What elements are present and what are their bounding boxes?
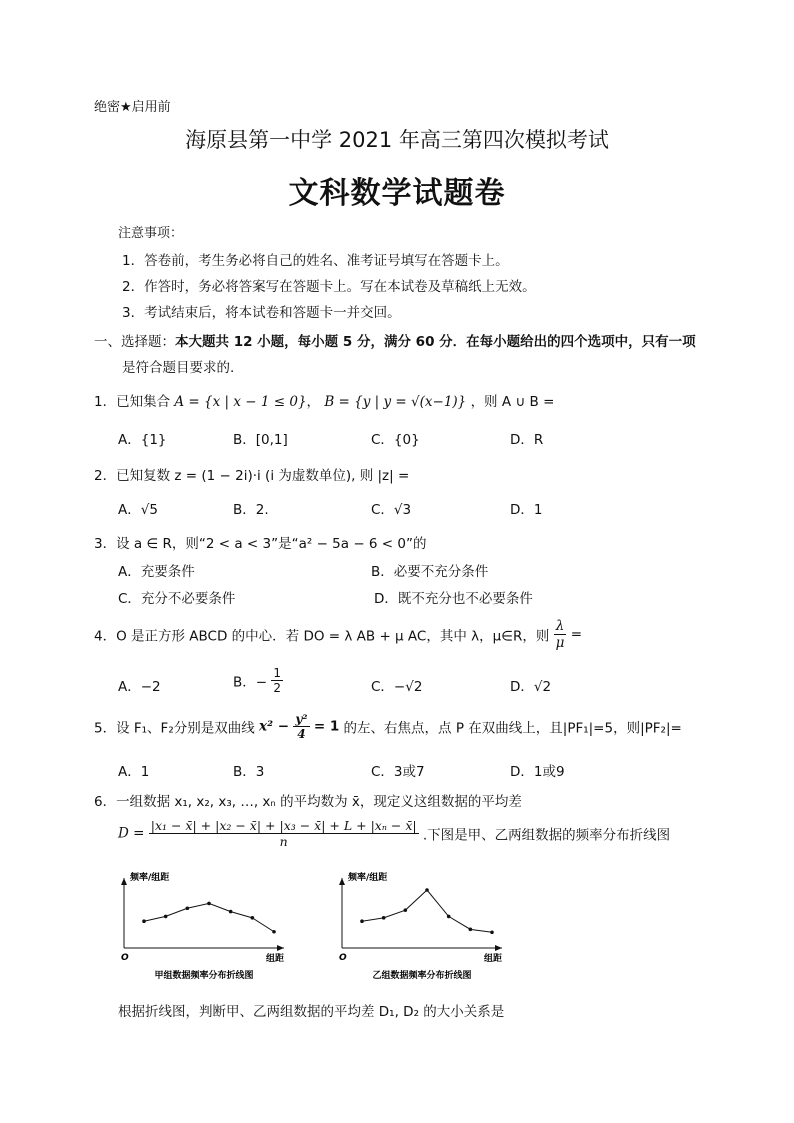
school-title: 海原县第一中学 2021 年高三第四次模拟考试 [185, 128, 609, 152]
q6-line2-tail: .下图是甲、乙两组数据的频率分布折线图 [422, 827, 671, 844]
series-line [362, 890, 492, 932]
data-point [404, 908, 408, 912]
notes-heading: 注意事项： [118, 226, 184, 241]
q4-frac-den: μ [555, 635, 565, 651]
x-axis-arrow [277, 945, 284, 951]
q2-option-d: D．1 [510, 502, 543, 518]
q3-option-d: D．既不充分也不必要条件 [374, 591, 533, 607]
q3-option-c: C．充分不必要条件 [118, 591, 236, 607]
q6-formula-lhs: D = [118, 825, 145, 842]
q5-fraction [293, 712, 309, 741]
question-5 [94, 712, 682, 748]
q1-suffix: ，则 A ∪ B = [470, 394, 555, 410]
data-point [251, 916, 255, 920]
y-axis-label: 频率/组距 [130, 873, 170, 883]
data-point [229, 910, 233, 914]
note-item: 2．作答时，务必将答案写在答题卡上。写在本试卷及草稿纸上无效。 [122, 279, 536, 295]
origin-label: O [121, 953, 129, 963]
q4-text: 4．O 是正方形 ABCD 的中心．若 DO = λ AB + μ AC，其中 λ，μ∈R，则 [94, 628, 550, 645]
q3-option-a: A．充要条件 [118, 564, 195, 580]
q6-formula-line [118, 818, 670, 860]
q1-sep: ， [306, 394, 321, 410]
q2-option-b: B．2. [233, 502, 269, 518]
data-point [186, 906, 190, 910]
data-point [272, 930, 276, 934]
section-heading [94, 330, 696, 350]
x-axis-label: 组距 [266, 954, 285, 964]
q1-option-b: B．[0,1] [233, 432, 288, 448]
q5-option-a: A．1 [118, 764, 150, 780]
paper-title: 文科数学试题卷 [288, 176, 506, 211]
note-item: 3．考试结束后，将本试卷和答题卡一并交回。 [122, 305, 401, 321]
q4-fraction [554, 618, 567, 651]
q1-option-c: C．{0} [371, 432, 420, 448]
q4-option-b-num: 1 [273, 666, 282, 680]
q5-option-c: C．3或7 [371, 764, 425, 780]
question-3: 3．设 a ∈ R，则“2 < a < 3”是“a² − 5a − 6 < 0”的 [94, 536, 427, 552]
series-line [144, 903, 274, 931]
q5-text-after: 的左、右焦点，点 P 在双曲线上，且|PF₁|=5，则|PF₂|= [343, 720, 682, 737]
x-axis-label: 组距 [484, 954, 503, 964]
q5-option-b: B．3 [233, 764, 265, 780]
chart-yi [318, 868, 518, 986]
note-item: 1．答卷前，考生务必将自己的姓名、准考证号填写在答题卡上。 [122, 253, 509, 269]
data-point [382, 916, 386, 920]
y-axis-arrow [121, 878, 127, 885]
chart-title: 甲组数据频率分布折线图 [154, 971, 254, 981]
data-point [490, 930, 494, 934]
q6-formula-fraction [149, 818, 419, 849]
q5-option-d: D．1或9 [510, 764, 565, 780]
q5-frac-den: 4 [297, 727, 306, 741]
q4-option-b-den: 2 [273, 681, 282, 695]
q4-equals: = [570, 626, 583, 643]
q1-option-a: A．{1} [118, 432, 167, 448]
q5-frac-num: y² [295, 712, 308, 726]
section-desc: 本大题共 12 小题，每小题 5 分，满分 60 分．在每小题给出的四个选项中，只有一项 [175, 334, 696, 350]
data-point [360, 919, 364, 923]
question-4 [94, 618, 582, 658]
section-label: 一、选择题： [94, 334, 175, 350]
origin-label: O [339, 953, 347, 963]
q6-formula-num: |x₁ − x̄| + |x₂ − x̄| + |x₃ − x̄| + L + |xₙ − x̄| [150, 818, 417, 833]
q4-option-a: A．−2 [118, 679, 161, 695]
data-point [425, 888, 429, 892]
q2-option-c: C．√3 [371, 502, 412, 518]
q1-set-b: B = {y | y = √(x−1)} [324, 394, 467, 410]
chart-title: 乙组数据频率分布折线图 [372, 971, 472, 981]
y-axis-arrow [339, 878, 345, 885]
q4-frac-num: λ [554, 618, 567, 635]
q6-question-line: 根据折线图，判断甲、乙两组数据的平均差 D₁, D₂ 的大小关系是 [118, 1004, 505, 1020]
q2-option-a: A．√5 [118, 502, 158, 518]
q5-text: 5．设 F₁、F₂分别是双曲线 [94, 720, 255, 737]
section-desc-line2: 是符合题目要求的. [122, 360, 235, 376]
q1-option-d: D．R [510, 432, 544, 448]
q4-option-b-label: B．− [233, 674, 268, 691]
question-1 [94, 390, 554, 410]
data-point [207, 902, 211, 906]
chart-jia [100, 868, 300, 986]
question-2: 2．已知复数 z = (1 − 2i)·i (i 为虚数单位), 则 |z| = [94, 468, 410, 484]
q5-formula: x² − [259, 718, 290, 735]
question-6: 6．一组数据 x₁, x₂, x₃, …, xₙ 的平均数为 x̄，现定义这组数据的平均差 [94, 794, 522, 810]
q1-set-a: A = {x | x − 1 ≤ 0} [174, 394, 307, 410]
q4-option-b-fraction [271, 666, 283, 695]
q6-formula-den: n [279, 834, 288, 849]
q3-option-b: B．必要不充分条件 [371, 564, 489, 580]
secret-mark: 绝密★启用前 [94, 100, 171, 115]
y-axis-label: 频率/组距 [348, 873, 388, 883]
data-point [447, 915, 451, 919]
data-point [142, 919, 146, 923]
q5-formula-tail: = 1 [313, 718, 340, 735]
q4-option-b [233, 666, 283, 695]
q4-option-c: C．−√2 [371, 679, 423, 695]
q4-option-d: D．√2 [510, 679, 552, 695]
x-axis-arrow [495, 945, 502, 951]
data-point [469, 928, 473, 932]
data-point [164, 915, 168, 919]
q1-prefix: 1．已知集合 [94, 394, 171, 410]
